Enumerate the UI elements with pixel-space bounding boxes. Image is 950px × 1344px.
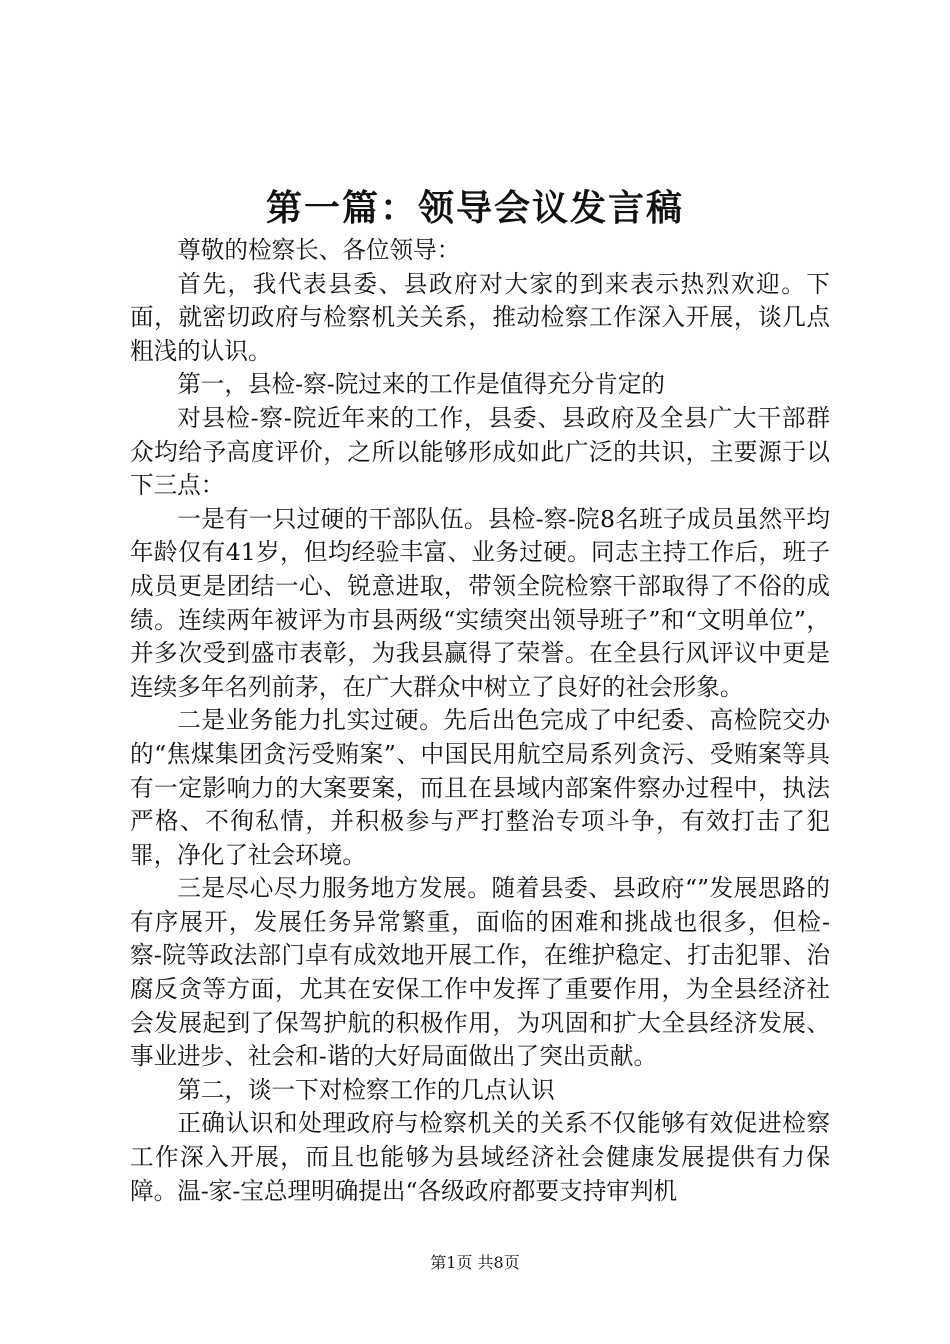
paragraph: 尊敬的检察长、各位领导： <box>177 236 461 264</box>
paragraph: 一是有一只过硬的干部队伍。县检-察-院8名班子成员虽然平均年龄仅有41岁，但均经验丰富、业务过硬。同志主持工作后，班子成员更是团结一心、锐意进取，带领全院检察干部取得了不俗的成绩。连续两年被评为市县两级“实绩突出领导班子”和“文明单位”，并多次受到盛市表彰，为我县赢得了荣誉。在全县行风评议中更是连续多年名列前茅，在广大群众中树立了良好的社会形象。 <box>130 504 830 701</box>
page-footer: 第1页 共8页 <box>430 1253 520 1272</box>
paragraph: 二是业务能力扎实过硬。先后出色完成了中纪委、高检院交办的“焦煤集团贪污受贿案”、中国民用航空局系列贪污、受贿案等具有一定影响力的大案要案，而且在县域内部案件察办过程中，执法严格、不徇私情，并积极参与严打整治专项斗争，有效打击了犯罪，净化了社会环境。 <box>130 706 830 869</box>
paragraph: 第二，谈一下对检察工作的几点认识 <box>177 1075 555 1104</box>
paragraph: 第一，县检-察-院过来的工作是值得充分肯定的 <box>177 370 666 399</box>
page-title: 第一篇：领导会议发言稿 <box>265 187 684 229</box>
paragraph: 三是尽心尽力服务地方发展。随着县委、县政府“”发展思路的有序展开，发展任务异常繁重，面临的困难和挑战也很多，但检-察-院等政法部门卓有成效地开展工作，在维护稳定、打击犯罪、治腐反贪等方面，尤其在安保工作中发挥了重要作用，为全县经济社会发展起到了保驾护航的积极作用，为巩固和扩大全县经济发展、事业进步、社会和-谐的大好局面做出了突出贡献。 <box>130 874 830 1071</box>
paragraph: 对县检-察-院近年来的工作，县委、县政府及全县广大干部群众均给予高度评价，之所以能够形成如此广泛的共识，主要源于以下三点： <box>130 403 830 500</box>
paragraph: 首先，我代表县委、县政府对大家的到来表示热烈欢迎。下面，就密切政府与检察机关关系，推动检察工作深入开展，谈几点粗浅的认识。 <box>130 269 830 365</box>
document-body <box>130 234 830 1208</box>
paragraph: 正确认识和处理政府与检察机关的关系不仅能够有效促进检察工作深入开展，而且也能够为县域经济社会健康发展提供有力保障。温-家-宝总理明确提出“各级政府都要支持审判机 <box>130 1109 830 1205</box>
